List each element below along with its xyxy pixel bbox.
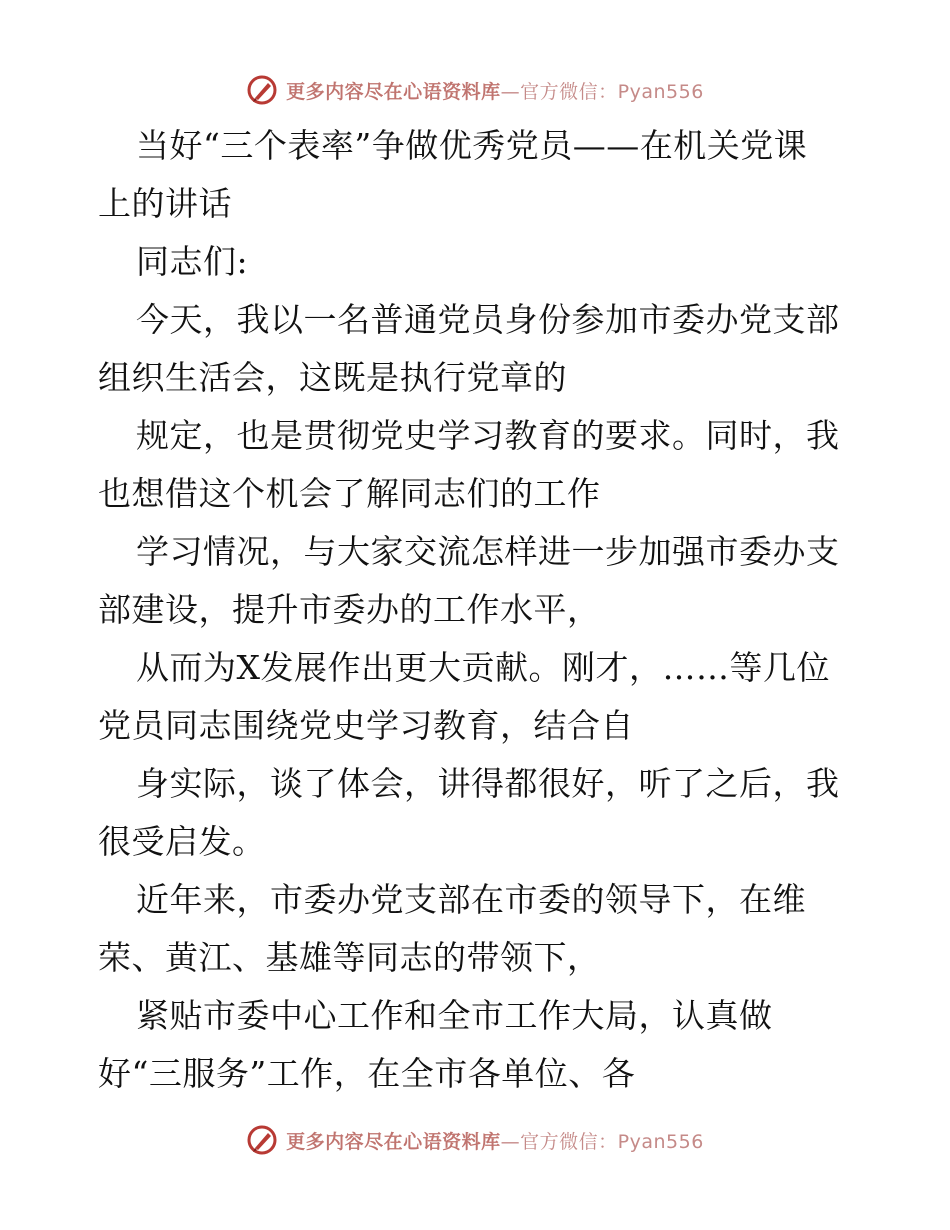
paragraph-line: 规定，也是贯彻党史学习教育的要求。同时，我 [136,416,840,455]
watermark-brand: 更多内容尽在心语资料库 [286,80,501,103]
paragraph-line: 很受启发。 [98,822,266,861]
paragraph-line: 也想借这个机会了解同志们的工作 [98,474,601,513]
watermark-header [0,70,950,110]
watermark-suffix: —官方微信：Pyan556 [500,1130,704,1153]
salutation: 同志们: [136,242,249,281]
paragraph-line: 荣、黄江、基雄等同志的带领下， [98,938,601,977]
watermark-text [286,77,704,104]
paragraph-line: 从而为X发展作出更大贡献。刚才，……等几位 [136,648,830,687]
paragraph-line: 今天，我以一名普通党员身份参加市委办党支部 [136,300,840,339]
document-body [98,117,858,1103]
pen-logo-icon [246,74,278,106]
paragraph-line: 身实际，谈了体会，讲得都很好，听了之后，我 [136,764,840,803]
pen-logo-icon [246,1124,278,1156]
title-line: 当好“三个表率”争做优秀党员——在机关党课 [136,126,808,165]
paragraph-line: 好“三服务”工作，在全市各单位、各 [98,1054,636,1093]
watermark-footer [0,1120,950,1160]
title-line: 上的讲话 [98,184,232,223]
paragraph-line: 紧贴市委中心工作和全市工作大局，认真做 [136,996,773,1035]
watermark-brand: 更多内容尽在心语资料库 [286,1130,501,1153]
paragraph-line: 组织生活会，这既是执行党章的 [98,358,567,397]
paragraph-line: 近年来，市委办党支部在市委的领导下，在维 [136,880,806,919]
paragraph-line: 党员同志围绕党史学习教育，结合自 [98,706,634,745]
paragraph-line: 学习情况，与大家交流怎样进一步加强市委办支 [136,532,840,571]
paragraph-line: 部建设，提升市委办的工作水平， [98,590,601,629]
watermark-suffix: —官方微信：Pyan556 [500,80,704,103]
watermark-text [286,1127,704,1154]
